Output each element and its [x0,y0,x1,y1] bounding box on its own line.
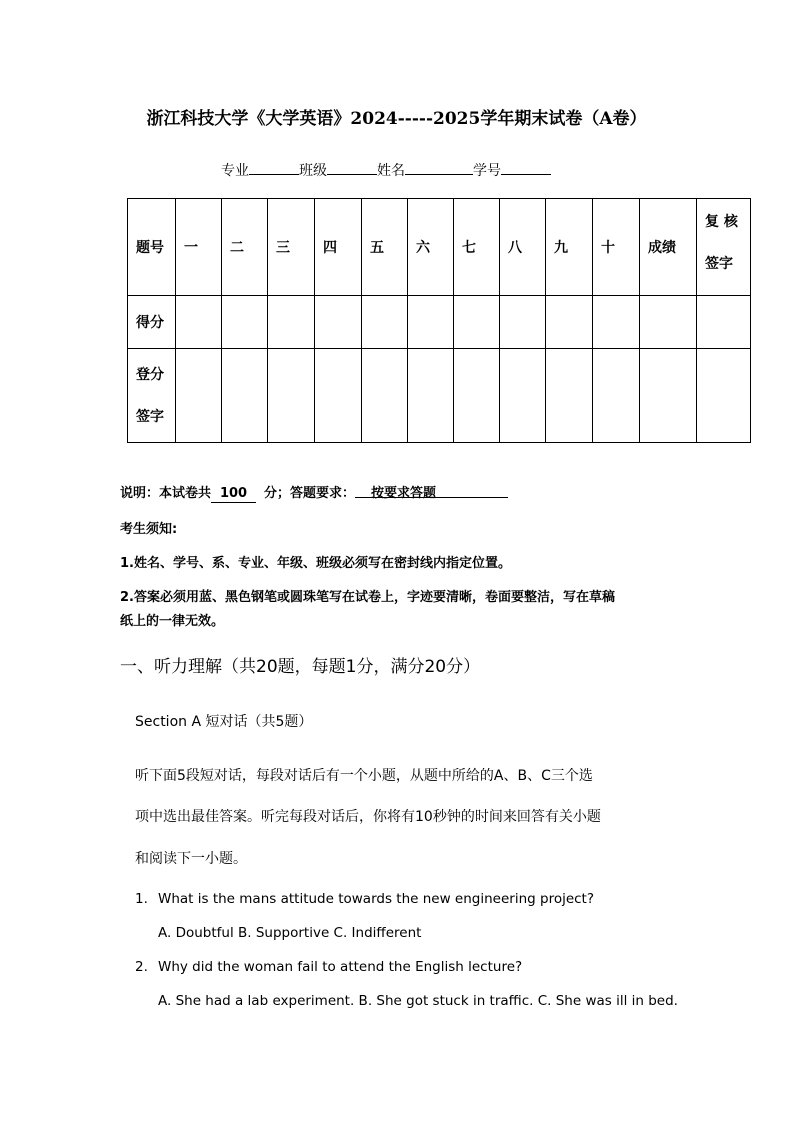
name-label: 姓名 [377,163,405,179]
question-text: Why did the woman fail to attend the English lecture? [158,959,523,975]
sign-cell[interactable] [454,349,500,443]
score-cell[interactable] [222,296,268,349]
signer-label-1: 登分 [136,366,164,383]
sign-cell[interactable] [362,349,408,443]
exam-title: 浙江科技大学《大学英语》2024-----2025学年期末试卷（A卷） [146,109,647,129]
header-cell: 四 [315,199,362,296]
question-options: A. She had a lab experiment. B. She got stuck in traffic. C. She was ill in bed. [158,993,678,1009]
score-cell[interactable] [315,296,362,349]
sign-cell[interactable] [268,349,315,443]
header-cell: 七 [454,199,500,296]
sign-cell[interactable] [640,349,697,443]
signer-label-2: 签字 [136,408,164,425]
score-cell[interactable] [593,296,640,349]
section-heading: 一、听力理解（共20题，每题1分，满分20分） [120,657,481,677]
header-cell: 二 [222,199,268,296]
sign-cell[interactable] [593,349,640,443]
score-cell[interactable] [500,296,546,349]
score-table [127,198,751,443]
score-cell[interactable] [546,296,593,349]
score-cell[interactable] [454,296,500,349]
instruction-line: 听下面5段短对话，每段对话后有一个小题，从题中所给的A、B、C三个选 [135,768,593,784]
subsection-heading: Section A 短对话（共5题） [135,714,313,730]
header-cell: 五 [362,199,408,296]
score-cell[interactable] [268,296,315,349]
notice-1: 1.姓名、学号、系、专业、年级、班级必须写在密封线内指定位置。 [120,556,511,571]
major-label: 专业 [221,163,249,179]
notice-heading: 考生须知: [120,522,178,537]
header-cell: 一 [176,199,222,296]
question-number: 1. [135,891,148,907]
sign-cell[interactable] [546,349,593,443]
sign-label: 签字 [705,256,733,272]
sign-cell[interactable] [500,349,546,443]
header-cell: 八 [500,199,546,296]
score-row-label: 得分 [128,296,176,349]
sign-cell[interactable] [408,349,454,443]
requirement-label: 分；答题要求： [264,486,356,501]
review-label: 复 核 [705,214,738,230]
notice-2: 2.答案必须用蓝、黑色钢笔或圆珠笔写在试卷上，字迹要清晰，卷面要整洁，写在草稿 [120,590,615,605]
major-blank[interactable] [249,160,299,175]
question-options: A. Doubtful B. Supportive C. Indifferent [158,925,422,941]
requirement-value: 按要求答题 [355,482,508,498]
desc-text: 说明：本试卷共 [120,486,212,501]
sign-cell[interactable] [315,349,362,443]
exam-description [120,482,508,503]
header-cell: 十 [593,199,640,296]
review-sign-header [697,199,751,296]
signer-row-label [128,349,176,443]
instruction-line: 和阅读下一小题。 [135,851,247,867]
class-label: 班级 [299,163,327,179]
header-cell: 成绩 [640,199,697,296]
instruction-line: 项中选出最佳答案。听完每段对话后，你将有10秒钟的时间来回答有关小题 [135,809,601,825]
name-blank[interactable] [405,160,473,175]
student-info-fields [221,160,551,180]
sign-cell[interactable] [176,349,222,443]
class-blank[interactable] [327,160,377,175]
score-cell[interactable] [697,296,751,349]
sign-cell[interactable] [697,349,751,443]
score-cell[interactable] [408,296,454,349]
header-cell: 九 [546,199,593,296]
id-label: 学号 [473,163,501,179]
total-score: 100 [211,486,256,503]
id-blank[interactable] [501,160,551,175]
question-text: What is the mans attitude towards the new engineering project? [158,891,595,907]
score-cell[interactable] [176,296,222,349]
score-cell[interactable] [362,296,408,349]
header-cell: 三 [268,199,315,296]
sign-cell[interactable] [222,349,268,443]
header-cell: 六 [408,199,454,296]
score-cell[interactable] [640,296,697,349]
question-number: 2. [135,959,148,975]
header-cell: 题号 [128,199,176,296]
notice-2-cont: 纸上的一律无效。 [120,614,225,629]
